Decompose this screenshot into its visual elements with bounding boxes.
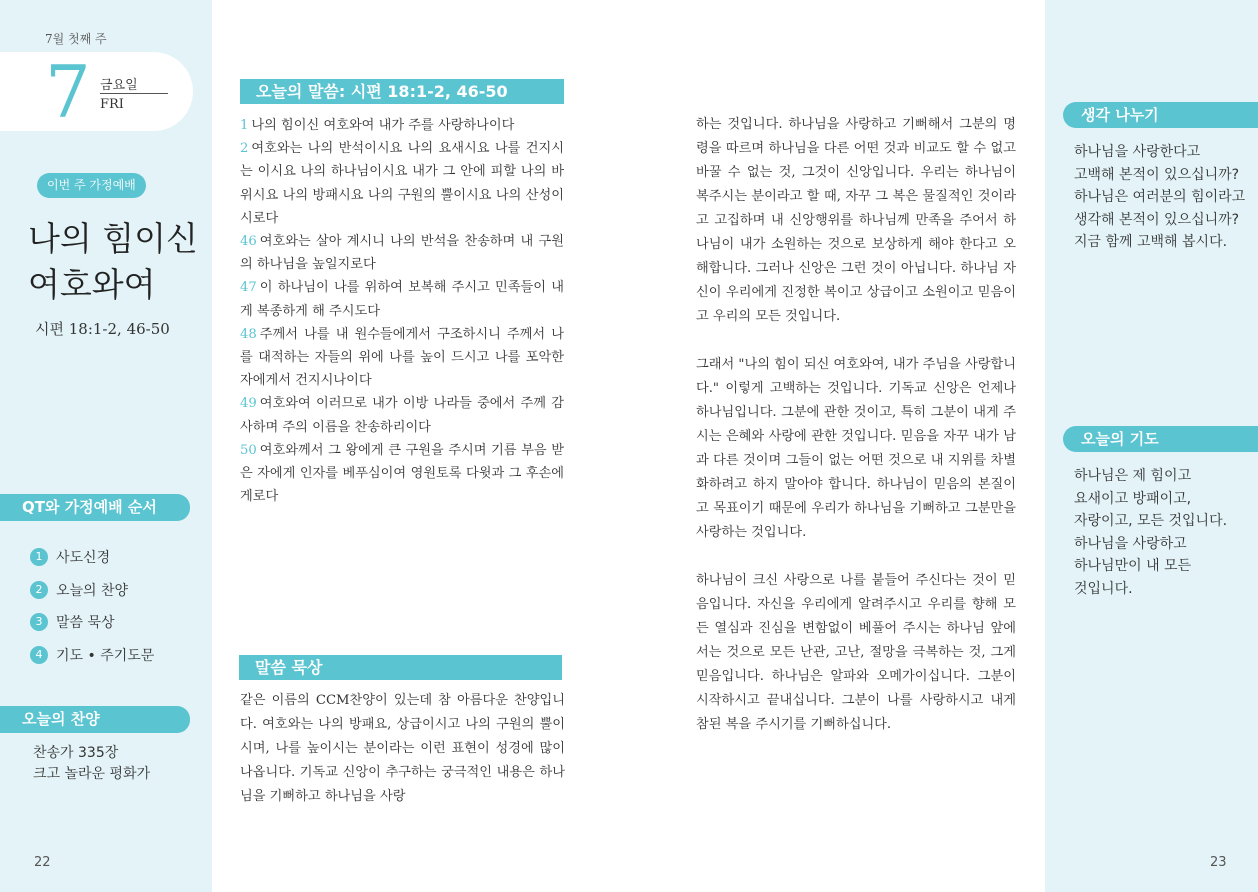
verse-number: 47 (240, 280, 257, 296)
verse-text: 여호와여 이러므로 내가 이방 나라들 중에서 주께 감사하며 주의 이름을 찬송하리이다 (240, 396, 564, 435)
verse (240, 392, 564, 438)
paragraph: 하나님이 크신 사랑으로 나를 붙들어 주신다는 것이 믿음입니다. 자신을 우리에게 알려주시고 우리를 향해 모든 열심과 진심을 변함없이 베풀어 주시는 하나님 앞에 서는 것으로 모든 난관, 고난, 절망을 극복하는 것, 그게 믿음입니다. 하나님은 알파와 오메가이십니다. 그분이 시작하시고 끝내십니다. 그분이 나를 사랑하시고 내게 참된 복을 주시기를 기뻐하십니다. (696, 573, 1016, 732)
share-line: 고백해 본적이 있으십니까? (1074, 166, 1240, 183)
hymn-number: 찬송가 335장 (33, 745, 119, 761)
verse-text: 여호와께서 그 왕에게 큰 구원을 주시며 기름 부음 받은 자에게 인자를 베푸심이여 영원토록 다윗과 그 후손에게로다 (240, 442, 564, 505)
prayer-line: 자랑이고, 모든 것입니다. (1074, 513, 1228, 529)
paragraph: 그래서 "나의 힘이 되신 여호와여, 내가 주님을 사랑합니다." 이렇게 고백하는 것입니다. 기독교 신앙은 언제나 하나님입니다. 그분에 관한 것이고, 특히 그분이 내게 주시는 은혜와 사랑에 관한 것입니다. 믿음을 자꾸 내가 남과 다른 것이며 그들이 없는 어떤 것으로 내 지위를 차별화하려고 하지 말아야 합니다. 하나님이 믿음의 본질이고 목표이기 때문에 우리가 하나님을 기뻐하고 그분만을 사랑하는 것입니다. (696, 357, 1016, 540)
prayer-line: 요새이고 방패이고, (1074, 490, 1192, 507)
day-divider (100, 93, 168, 94)
today-prayer-text (1074, 465, 1249, 600)
verse-text: 주께서 나를 내 원수들에게서 구조하시니 주께서 나를 대적하는 자들의 위에 나를 높이 드시고 나를 포악한 자에게서 건지시나이다 (240, 326, 564, 389)
verse-number: 50 (240, 442, 257, 458)
qt-order-header: QT와 가정예배 순서 (0, 494, 190, 521)
page-number-right: 23 (1210, 855, 1227, 870)
hymn-info (33, 743, 150, 785)
share-line: 지금 함께 고백해 봅시다. (1074, 234, 1228, 250)
order-item (30, 639, 154, 672)
scripture-reference: 시편 18:1-2, 46-50 (35, 320, 170, 338)
order-item (30, 541, 154, 574)
page-number-left: 22 (34, 855, 51, 870)
verse-text: 이 하나님이 나를 위하여 보복해 주시고 민족들이 내게 복종하게 해 주시도다 (240, 280, 564, 319)
order-item-label: 오늘의 찬양 (56, 582, 129, 599)
verse-text: 여호와는 살아 계시니 나의 반석을 찬송하며 내 구원의 하나님을 높일지로다 (240, 234, 564, 273)
page-title (28, 216, 208, 308)
order-item-label: 말씀 묵상 (56, 615, 115, 632)
verse-text: 나의 힘이신 여호와여 내가 주를 사랑하나이다 (251, 118, 515, 133)
verse (240, 137, 564, 230)
share-line: 하나님을 사랑한다고 (1074, 144, 1201, 160)
scripture-text (240, 114, 564, 508)
number-circle-icon: 4 (30, 646, 48, 664)
day-english: FRI (100, 97, 124, 112)
title-line-2: 여호와여 (28, 265, 156, 304)
verse (240, 276, 564, 322)
verse-text: 여호와는 나의 반석이시요 나의 요새시요 나를 건지시는 이시요 나의 하나님이시요 내가 그 안에 피할 나의 바위시요 나의 방패시요 나의 구원의 뿔이시요 나의 산성이시로다 (240, 141, 564, 226)
prayer-line: 하나님을 사랑하고 (1074, 535, 1187, 552)
verse-number: 49 (240, 396, 257, 412)
meditation-header: 말씀 묵상 (239, 655, 562, 680)
meditation-text: 같은 이름의 CCM찬양이 있는데 참 아름다운 찬양입니다. 여호와는 나의 방패요, 상급이시고 나의 구원의 뿔이시며, 나를 높이시는 분이라는 이런 표현이 성경에 많이 나옵니다. 기독교 신앙이 추구하는 궁극적인 내용은 하나님을 기뻐하고 하나님을 사랑 (240, 693, 565, 804)
verse-number: 2 (240, 141, 249, 157)
today-hymn-header: 오늘의 찬양 (0, 706, 190, 733)
title-line-1: 나의 힘이신 (28, 219, 198, 258)
meditation-continued (696, 113, 1016, 761)
share-thoughts-header: 생각 나누기 (1063, 102, 1258, 128)
prayer-line: 하나님은 제 힘이고 (1074, 468, 1192, 484)
family-worship-badge: 이번 주 가정예배 (37, 173, 146, 198)
order-item (30, 574, 154, 607)
prayer-line: 하나님만이 내 모든 (1074, 558, 1192, 574)
share-line: 하나님은 여러분의 힘이라고 (1074, 189, 1246, 205)
order-item (30, 606, 154, 639)
number-circle-icon: 3 (30, 613, 48, 631)
today-prayer-header: 오늘의 기도 (1063, 426, 1258, 452)
verse-number: 1 (240, 118, 249, 133)
verse-number: 48 (240, 326, 257, 342)
paragraph: 하는 것입니다. 하나님을 사랑하고 기뻐해서 그분의 명령을 따르며 하나님을 다른 어떤 것과 비교도 할 수 없고 바꿀 수 없는 것, 그것이 신앙입니다. 우리는 하나님이 복주시는 분이라고 할 때, 자꾸 그 복은 물질적인 것이라고 고집하며 내 신앙행위를 하나님께 만족을 주어서 하나님이 내가 소원하는 것으로 보상하게 해야 한다고 오해합니다. 그러나 신앙은 그런 것이 아닙니다. 하나님 자신이 우리에게 진정한 복이고 상급이고 소원이고 믿음이고 우리의 모든 것입니다. (696, 117, 1016, 324)
left-sidebar (0, 0, 212, 892)
verse (240, 114, 564, 137)
verse (240, 439, 564, 509)
number-circle-icon: 1 (30, 548, 48, 566)
today-word-header: 오늘의 말씀: 시편 18:1-2, 46-50 (240, 79, 564, 104)
order-list (30, 541, 154, 671)
date-pill (0, 50, 193, 134)
verse (240, 230, 564, 276)
hymn-title: 크고 놀라운 평화가 (33, 766, 151, 782)
prayer-line: 것입니다. (1074, 580, 1133, 597)
week-label: 7월 첫째 주 (45, 32, 107, 46)
date-number: 7 (45, 50, 91, 134)
number-circle-icon: 2 (30, 581, 48, 599)
share-thoughts-text (1074, 141, 1249, 254)
order-item-label: 기도 • 주기도문 (56, 647, 155, 664)
verse (240, 323, 564, 393)
share-line: 생각해 본적이 있으십니까? (1074, 211, 1240, 228)
order-item-label: 사도신경 (56, 550, 111, 567)
day-korean: 금요일 (100, 78, 138, 93)
verse-number: 46 (240, 234, 257, 250)
